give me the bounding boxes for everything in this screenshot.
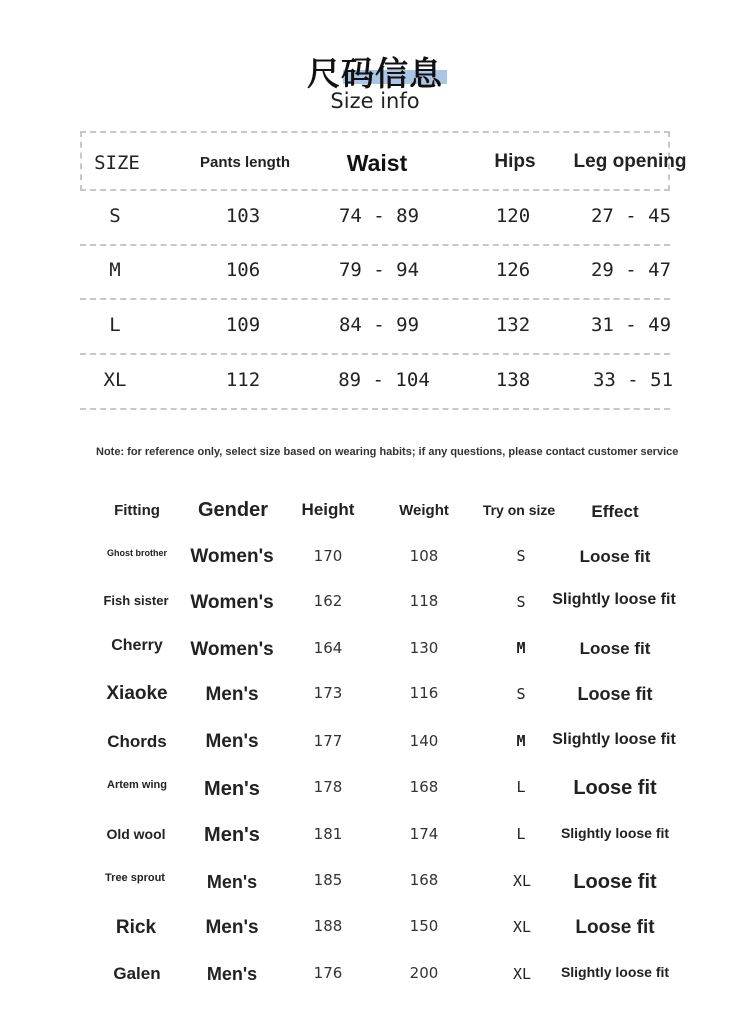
cell-waist: 74 - 89: [338, 205, 420, 227]
cell-leg-opening: 27 - 45: [590, 205, 672, 227]
cell-name: Cherry: [111, 637, 163, 654]
cell-name: Xiaoke: [106, 683, 168, 704]
cell-pants-length: 109: [225, 314, 261, 336]
cell-leg-opening: 33 - 51: [592, 369, 674, 391]
size-row: [80, 355, 674, 410]
cell-name: Tree sprout: [105, 872, 165, 884]
cell-effect: Loose fit: [579, 639, 651, 658]
cell-hips: 126: [495, 259, 531, 281]
cell-height: 181: [313, 825, 343, 843]
cell-effect: Slightly loose fit: [552, 591, 676, 608]
cell-name: Chords: [107, 732, 167, 751]
cell-try-on-size: L: [516, 825, 526, 843]
header-effect: Effect: [591, 502, 639, 521]
cell-height: 173: [313, 684, 343, 702]
fitting-row: [0, 822, 750, 852]
cell-size: L: [109, 314, 121, 336]
cell-size: XL: [103, 369, 127, 391]
fitting-row: [0, 543, 750, 573]
header-hips: Hips: [494, 151, 536, 172]
cell-effect: Slightly loose fit: [560, 825, 670, 841]
cell-gender: Women's: [190, 546, 274, 567]
cell-effect: Loose fit: [575, 917, 655, 938]
cell-gender: Men's: [205, 917, 259, 938]
fitting-row: [0, 961, 750, 991]
cell-weight: 118: [409, 592, 439, 610]
cell-height: 177: [313, 732, 343, 750]
fitting-row: [0, 589, 750, 619]
page-title-zh-text: 尺码信息: [307, 54, 443, 93]
cell-try-on-size: XL: [512, 918, 532, 936]
cell-waist: 79 - 94: [338, 259, 420, 281]
cell-pants-length: 112: [225, 369, 261, 391]
cell-gender: Women's: [190, 592, 274, 613]
cell-weight: 200: [409, 964, 439, 982]
reference-note: Note: for reference only, select size based on wearing habits; if any questions, please contact customer service: [96, 446, 679, 458]
header-try-on-size: Try on size: [482, 502, 556, 518]
cell-name: Rick: [115, 917, 157, 938]
header-waist: Waist: [346, 150, 408, 176]
header-height: Height: [301, 500, 355, 519]
cell-waist: 84 - 99: [338, 314, 420, 336]
cell-leg-opening: 29 - 47: [590, 259, 672, 281]
cell-weight: 108: [409, 547, 439, 565]
cell-weight: 168: [409, 871, 439, 889]
page-title-en: Size info: [330, 89, 420, 113]
cell-pants-length: 106: [225, 259, 261, 281]
fitting-row: [0, 868, 750, 898]
cell-size: S: [109, 205, 121, 227]
cell-try-on-size: XL: [512, 965, 532, 983]
fitting-row: [0, 775, 750, 805]
cell-leg-opening: 31 - 49: [590, 314, 672, 336]
cell-name: Ghost brother: [107, 548, 167, 558]
cell-hips: 132: [495, 314, 531, 336]
header-leg-opening: Leg opening: [573, 151, 687, 172]
header-size: SIZE: [94, 152, 140, 174]
cell-name: Fish sister: [103, 593, 169, 608]
size-row: [80, 191, 670, 246]
cell-height: 185: [313, 871, 343, 889]
cell-height: 176: [313, 964, 343, 982]
header-pants-length: Pants length: [199, 154, 291, 171]
cell-effect: Loose fit: [577, 684, 653, 704]
size-table-header: [80, 131, 687, 191]
cell-hips: 120: [495, 205, 531, 227]
cell-gender: Men's: [206, 964, 258, 984]
header-gender: Gender: [197, 499, 269, 521]
size-row: [80, 300, 670, 355]
cell-gender: Women's: [190, 639, 274, 660]
cell-waist: 89 - 104: [338, 369, 430, 391]
cell-gender: Men's: [204, 824, 260, 846]
fitting-row: [0, 729, 750, 759]
header-fitting: Fitting: [114, 502, 160, 519]
title-block: [0, 48, 750, 95]
cell-height: 178: [313, 778, 343, 796]
cell-gender: Men's: [206, 872, 258, 892]
cell-try-on-size: M: [516, 732, 526, 750]
cell-gender: Men's: [205, 684, 259, 705]
cell-size: M: [109, 259, 121, 281]
fitting-row: [0, 636, 750, 666]
cell-effect: Loose fit: [579, 547, 651, 566]
cell-weight: 116: [409, 684, 439, 702]
cell-height: 170: [313, 547, 343, 565]
cell-gender: Men's: [204, 778, 260, 800]
fitting-row: [0, 682, 750, 712]
cell-try-on-size: S: [516, 593, 526, 611]
cell-weight: 150: [409, 917, 439, 935]
cell-weight: 140: [409, 732, 439, 750]
cell-try-on-size: S: [516, 685, 526, 703]
page-title-zh: [307, 48, 443, 95]
cell-try-on-size: XL: [512, 872, 532, 890]
cell-effect: Loose fit: [573, 871, 657, 893]
header-weight: Weight: [399, 502, 449, 519]
cell-pants-length: 103: [225, 205, 261, 227]
cell-try-on-size: S: [516, 547, 526, 565]
cell-effect: Loose fit: [573, 777, 657, 799]
size-row: [80, 245, 670, 300]
cell-height: 188: [313, 917, 343, 935]
fitting-row: [0, 914, 750, 944]
cell-name: Old wool: [106, 826, 166, 842]
fitting-table-header: [0, 498, 750, 524]
cell-effect: Slightly loose fit: [552, 731, 676, 748]
cell-weight: 174: [409, 825, 439, 843]
cell-weight: 130: [409, 639, 439, 657]
cell-name: Galen: [113, 964, 161, 983]
cell-hips: 138: [495, 369, 531, 391]
cell-try-on-size: L: [516, 778, 526, 796]
row-divider: [80, 408, 670, 410]
cell-height: 162: [313, 592, 343, 610]
cell-weight: 168: [409, 778, 439, 796]
cell-try-on-size: M: [516, 639, 526, 657]
cell-effect: Slightly loose fit: [560, 964, 670, 980]
cell-height: 164: [313, 639, 343, 657]
cell-name: Artem wing: [107, 779, 167, 791]
cell-gender: Men's: [205, 731, 259, 752]
